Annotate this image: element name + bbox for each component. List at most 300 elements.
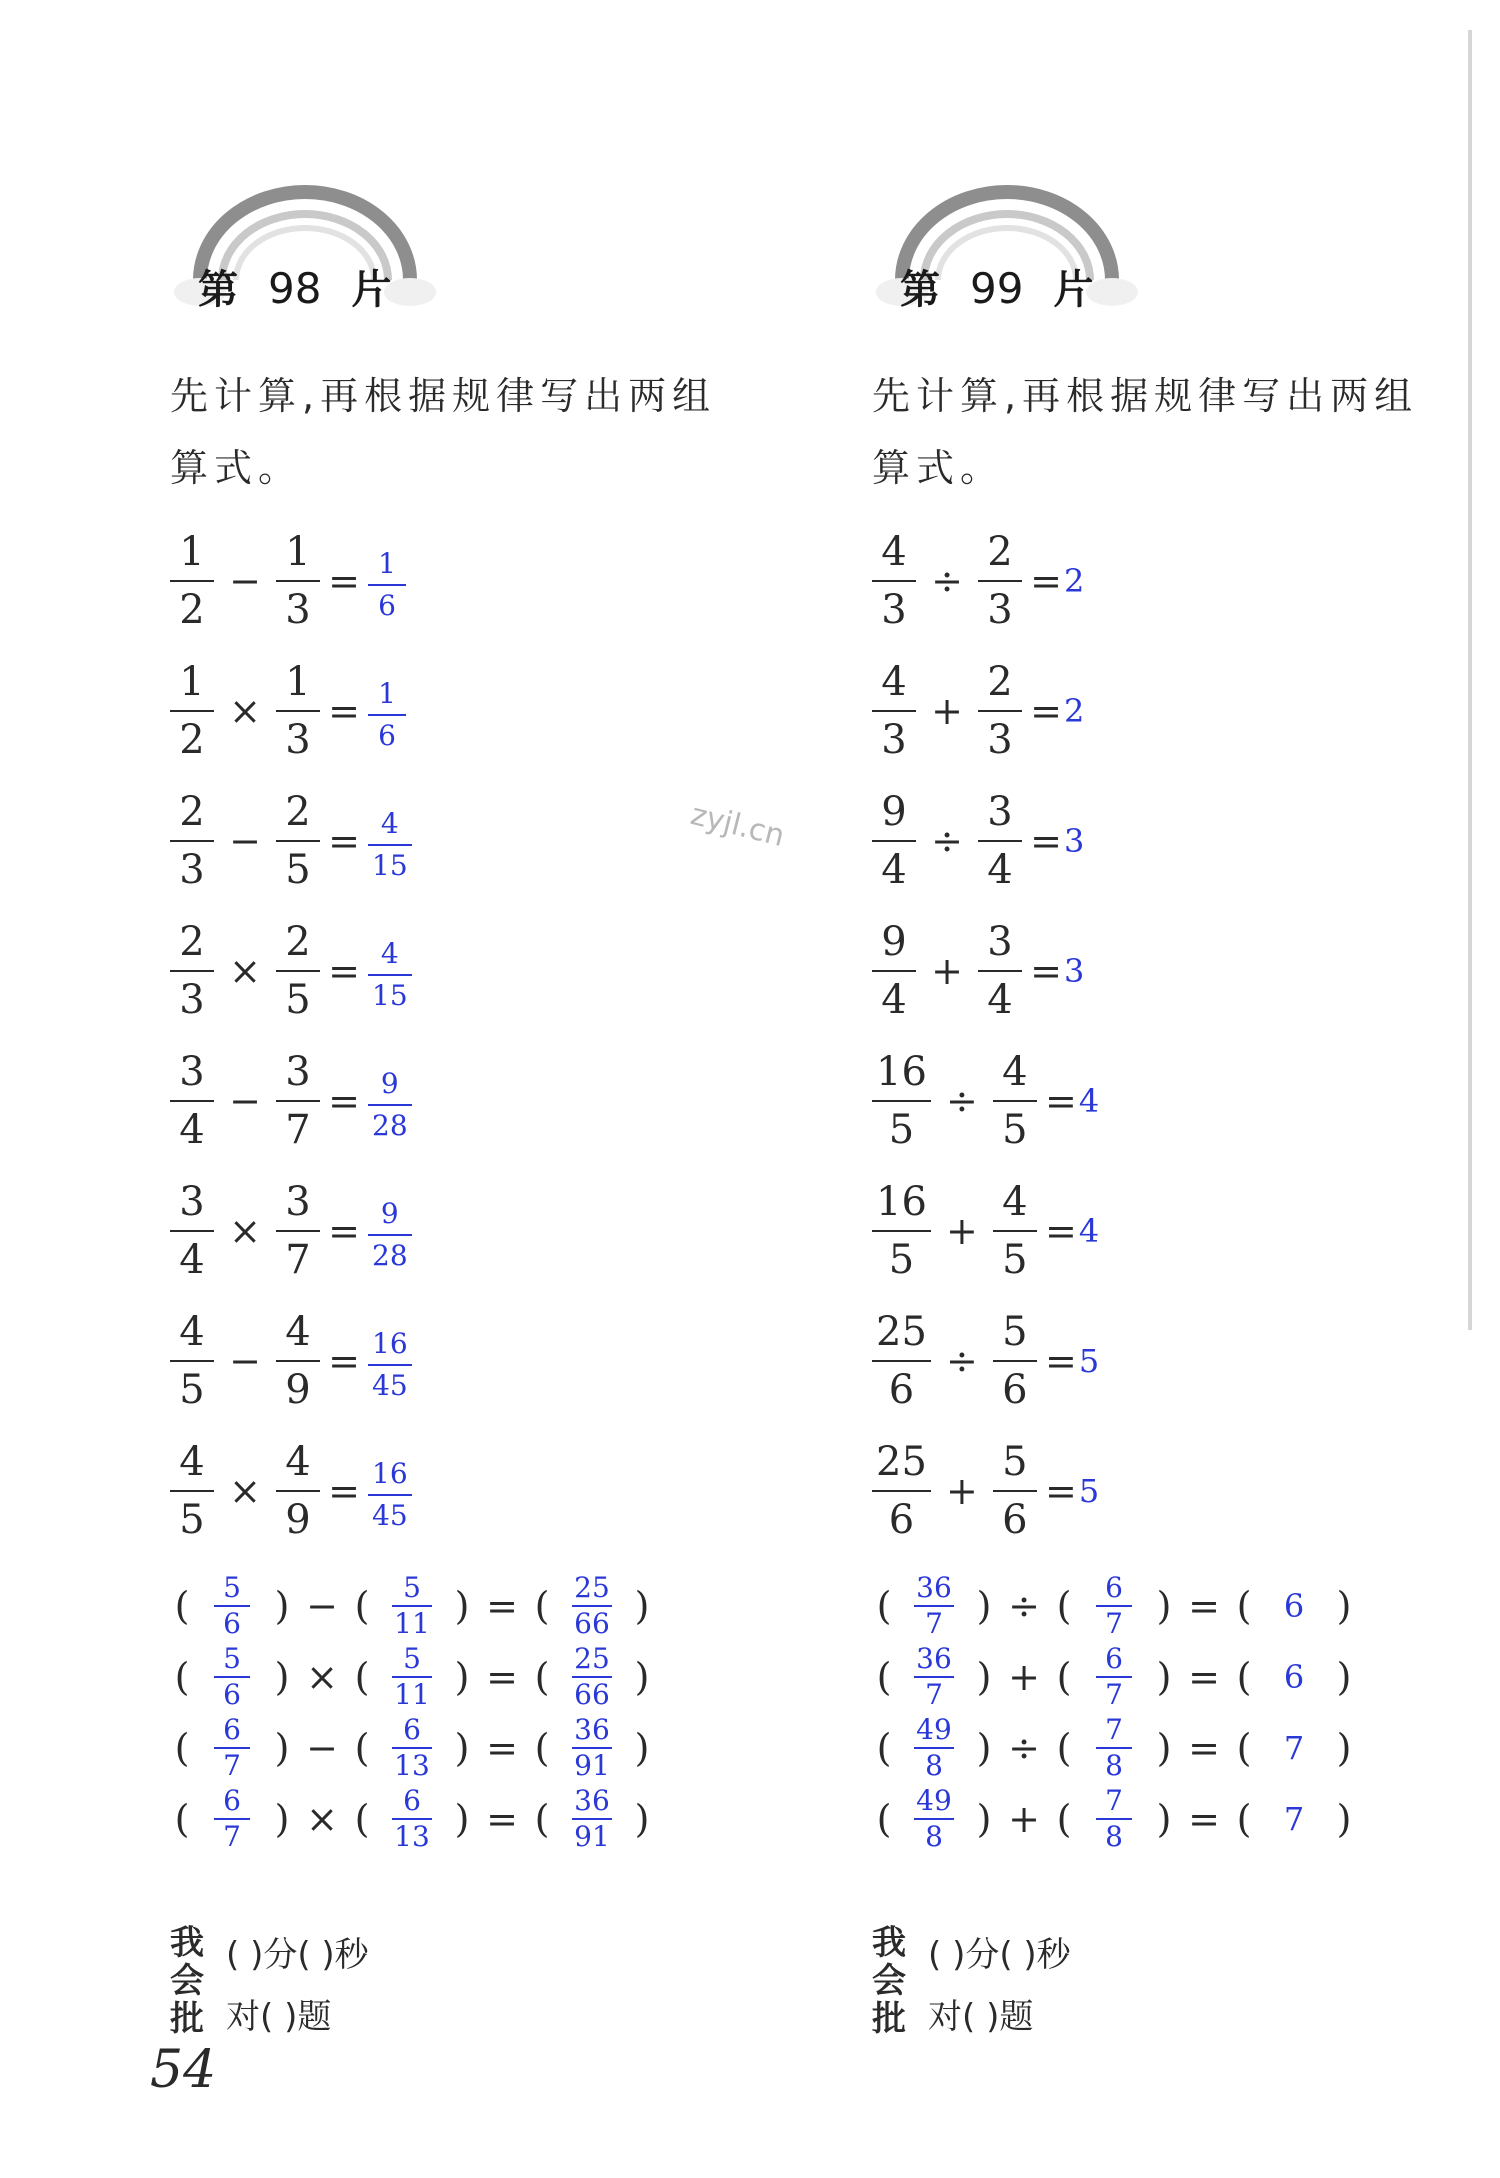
answer: 5 <box>1078 1342 1100 1380</box>
numerator: 1 <box>285 659 311 705</box>
operand-a <box>170 524 214 638</box>
blank-answer: 6 <box>1283 1657 1305 1696</box>
paren: ) <box>1156 1583 1172 1628</box>
paren: ( <box>876 1654 892 1699</box>
operand-b <box>993 1434 1037 1548</box>
operator: × <box>229 949 261 993</box>
operand-a <box>170 1174 214 1288</box>
denominator: 6 <box>378 718 396 752</box>
review-title-char: 批 <box>170 1999 204 2039</box>
denominator: 8 <box>1105 1819 1123 1853</box>
numerator: 4 <box>881 659 907 705</box>
paren: ( <box>534 1583 550 1628</box>
numerator: 4 <box>1002 1179 1028 1225</box>
answer-fraction <box>368 1454 412 1536</box>
operator: ÷ <box>945 1339 978 1383</box>
denominator: 3 <box>987 587 1013 633</box>
paren: ( <box>1236 1583 1252 1628</box>
operand-a <box>170 784 214 898</box>
blank-a <box>194 1642 270 1712</box>
answer <box>368 1187 412 1276</box>
answer: 4 <box>1078 1082 1100 1120</box>
numerator: 1 <box>378 546 396 580</box>
answer <box>368 1317 412 1406</box>
equals-sign: = <box>1044 1209 1077 1253</box>
denominator: 5 <box>285 847 311 893</box>
answer: 4 <box>1078 1212 1100 1250</box>
blank-row <box>170 1570 770 1641</box>
numerator: 4 <box>285 1439 311 1485</box>
paren: ( <box>534 1725 550 1770</box>
blank-b <box>1076 1713 1152 1783</box>
equation-row <box>170 1166 770 1296</box>
review-title <box>170 1924 220 2048</box>
equals-sign: = <box>486 1654 518 1699</box>
blank-answer: 7 <box>1283 1728 1305 1767</box>
review-title-char: 会 <box>170 1961 204 2001</box>
denominator: 9 <box>285 1497 311 1543</box>
equation-row <box>872 906 1472 1036</box>
equation-row <box>170 1296 770 1426</box>
blank-a <box>194 1571 270 1641</box>
blank-answer-fraction <box>572 1713 612 1783</box>
numerator: 5 <box>403 1641 421 1675</box>
equation-row <box>872 1296 1472 1426</box>
operand-a <box>170 1304 214 1418</box>
operator: + <box>1008 1796 1040 1841</box>
denominator: 9 <box>285 1367 311 1413</box>
numerator: 6 <box>223 1712 241 1746</box>
operand-a <box>872 784 916 898</box>
numerator: 25 <box>876 1439 927 1485</box>
numerator: 6 <box>403 1712 421 1746</box>
answer: 3 <box>1064 952 1085 990</box>
equals-sign: = <box>1044 1469 1077 1513</box>
operator: − <box>229 559 261 603</box>
paren: ) <box>274 1583 290 1628</box>
numerator: 2 <box>987 659 1013 705</box>
paren: ( <box>174 1583 190 1628</box>
numerator: 2 <box>179 919 205 965</box>
denominator: 4 <box>881 977 907 1023</box>
denominator: 6 <box>888 1367 915 1413</box>
denominator: 5 <box>179 1367 205 1413</box>
operator: × <box>229 1209 261 1253</box>
equals-sign: = <box>486 1796 518 1841</box>
equals-sign: = <box>1044 1079 1077 1123</box>
numerator: 5 <box>1002 1439 1028 1485</box>
paren: ) <box>634 1725 650 1770</box>
equation-row <box>170 776 770 906</box>
blank-a-fraction <box>214 1784 250 1854</box>
operator: − <box>306 1725 338 1770</box>
denominator: 7 <box>223 1748 241 1782</box>
instruction <box>872 360 1472 504</box>
blank-answer <box>554 1713 630 1783</box>
answer: 5 <box>1078 1472 1100 1510</box>
blank-a <box>896 1571 972 1641</box>
numerator: 3 <box>285 1049 311 1095</box>
paren: ( <box>876 1796 892 1841</box>
answer-fraction <box>368 1324 412 1406</box>
paren: ( <box>174 1725 190 1770</box>
operator: ÷ <box>931 559 963 603</box>
operand-b <box>978 524 1022 638</box>
blank-row <box>170 1783 770 1854</box>
numerator: 25 <box>574 1641 610 1675</box>
section-number: 99 <box>970 264 1024 313</box>
equals-sign: = <box>486 1583 518 1628</box>
operator: × <box>306 1654 338 1699</box>
paren: ) <box>634 1796 650 1841</box>
denominator: 5 <box>1002 1237 1028 1283</box>
paren: ) <box>976 1796 992 1841</box>
paren: ( <box>1056 1654 1072 1699</box>
denominator: 11 <box>394 1677 430 1711</box>
operator: × <box>306 1796 338 1841</box>
operand-a <box>170 654 214 768</box>
numerator: 9 <box>380 1066 399 1100</box>
paren: ( <box>354 1583 370 1628</box>
denominator: 5 <box>888 1237 915 1283</box>
operand-a <box>872 914 916 1028</box>
equals-sign: = <box>328 1469 360 1513</box>
numerator: 2 <box>987 529 1013 575</box>
numerator: 3 <box>987 789 1013 835</box>
review-title <box>872 1924 922 2048</box>
operator: ÷ <box>931 819 963 863</box>
section-99 <box>872 180 1472 2048</box>
blank-b <box>374 1642 450 1712</box>
blank-b <box>374 1713 450 1783</box>
denominator: 3 <box>987 717 1013 763</box>
operand-b <box>978 654 1022 768</box>
numerator: 16 <box>876 1049 927 1095</box>
paren: ( <box>354 1725 370 1770</box>
answer-fraction <box>368 1194 412 1276</box>
blank-a-fraction <box>914 1571 954 1641</box>
operator: − <box>229 819 261 863</box>
paren: ( <box>1236 1796 1252 1841</box>
blank-a-fraction <box>214 1642 250 1712</box>
denominator: 3 <box>881 587 907 633</box>
numerator: 5 <box>223 1570 241 1604</box>
answer: 2 <box>1064 562 1085 600</box>
denominator: 66 <box>574 1677 610 1711</box>
denominator: 2 <box>179 717 205 763</box>
denominator: 13 <box>394 1748 430 1782</box>
numerator: 3 <box>987 919 1013 965</box>
numerator: 16 <box>372 1456 408 1490</box>
paren: ) <box>454 1725 470 1770</box>
numerator: 36 <box>574 1783 610 1817</box>
numerator: 7 <box>1105 1783 1123 1817</box>
denominator: 6 <box>1002 1497 1028 1543</box>
numerator: 1 <box>179 529 205 575</box>
denominator: 4 <box>881 847 907 893</box>
blank-b <box>374 1571 450 1641</box>
review-title-char: 我 <box>872 1923 906 1963</box>
denominator: 7 <box>1105 1606 1123 1640</box>
equation-row <box>170 906 770 1036</box>
blank-row <box>872 1641 1472 1712</box>
operator: + <box>945 1209 978 1253</box>
review-title-char: 批 <box>872 1999 906 2039</box>
operand-a <box>872 1304 931 1418</box>
page-number: 54 <box>150 2040 217 2100</box>
blank-b-fraction <box>1096 1571 1132 1641</box>
blank-row <box>170 1641 770 1712</box>
operator: × <box>229 689 261 733</box>
blank-b <box>1076 1784 1152 1854</box>
denominator: 7 <box>925 1606 943 1640</box>
paren: ( <box>534 1796 550 1841</box>
operand-b <box>276 1044 320 1158</box>
numerator: 36 <box>574 1712 610 1746</box>
blank-row <box>872 1570 1472 1641</box>
operand-b <box>276 1174 320 1288</box>
paren: ) <box>1156 1725 1172 1770</box>
denominator: 45 <box>372 1498 408 1532</box>
paren: ) <box>454 1654 470 1699</box>
instruction <box>170 360 770 504</box>
equation-list <box>872 516 1472 1556</box>
blank-row <box>872 1712 1472 1783</box>
answer: 2 <box>1064 692 1085 730</box>
denominator: 15 <box>372 848 408 882</box>
paren: ( <box>354 1654 370 1699</box>
numerator: 4 <box>1002 1049 1028 1095</box>
equals-sign: = <box>328 689 360 733</box>
answer <box>368 1057 412 1146</box>
answer-fraction <box>368 544 406 626</box>
operator: + <box>931 949 963 993</box>
blank-a-fraction <box>214 1571 250 1641</box>
paren: ( <box>1056 1796 1072 1841</box>
equation-row <box>872 646 1472 776</box>
paren: ) <box>634 1583 650 1628</box>
blank-b-fraction <box>392 1571 432 1641</box>
denominator: 91 <box>574 1819 610 1853</box>
equals-sign: = <box>328 1209 360 1253</box>
answer <box>368 797 412 886</box>
blank-a-fraction <box>914 1784 954 1854</box>
operand-b <box>993 1304 1037 1418</box>
operator: × <box>229 1469 261 1513</box>
denominator: 7 <box>285 1237 311 1283</box>
operator: ÷ <box>1008 1583 1040 1628</box>
blank-answer-fraction <box>572 1784 612 1854</box>
blank-answer-fraction <box>572 1571 612 1641</box>
operand-b <box>276 1434 320 1548</box>
denominator: 45 <box>372 1368 408 1402</box>
blank-b-fraction <box>392 1642 432 1712</box>
equals-sign: = <box>1188 1796 1220 1841</box>
equation-row <box>170 516 770 646</box>
paren: ( <box>876 1725 892 1770</box>
denominator: 7 <box>223 1819 241 1853</box>
numerator: 36 <box>916 1570 952 1604</box>
denominator: 7 <box>925 1677 943 1711</box>
paren: ) <box>274 1654 290 1699</box>
equation-row <box>872 516 1472 646</box>
blank-row <box>872 1783 1472 1854</box>
paren: ) <box>1336 1796 1352 1841</box>
equation-row <box>872 1426 1472 1556</box>
paren: ) <box>274 1796 290 1841</box>
denominator: 6 <box>223 1606 241 1640</box>
numerator: 1 <box>378 676 396 710</box>
denominator: 3 <box>285 717 311 763</box>
denominator: 6 <box>1002 1367 1028 1413</box>
operand-a <box>872 524 916 638</box>
paren: ( <box>876 1583 892 1628</box>
operator: − <box>229 1079 261 1123</box>
paren: ) <box>454 1796 470 1841</box>
denominator: 3 <box>285 587 311 633</box>
numerator: 5 <box>1002 1309 1028 1355</box>
pattern-blanks <box>872 1570 1472 1854</box>
answer-fraction <box>368 934 412 1016</box>
denominator: 28 <box>372 1238 408 1272</box>
denominator: 8 <box>925 1748 943 1782</box>
correct-line: 对( )题 <box>928 1997 1034 2037</box>
answer <box>368 1447 412 1536</box>
denominator: 7 <box>285 1107 311 1153</box>
denominator: 5 <box>179 1497 205 1543</box>
section-number: 98 <box>268 264 322 313</box>
operator: + <box>931 689 963 733</box>
operand-b <box>978 784 1022 898</box>
section-label-post: 片 <box>351 267 392 313</box>
equation-row <box>170 646 770 776</box>
numerator: 3 <box>285 1179 311 1225</box>
equation-row <box>170 1426 770 1556</box>
numerator: 6 <box>1105 1570 1123 1604</box>
operand-a <box>872 654 916 768</box>
denominator: 5 <box>1002 1107 1028 1153</box>
answer: 3 <box>1064 822 1085 860</box>
numerator: 9 <box>881 919 907 965</box>
operand-a <box>170 1434 214 1548</box>
operand-b <box>276 524 320 638</box>
equals-sign: = <box>1188 1654 1220 1699</box>
denominator: 7 <box>1105 1677 1123 1711</box>
numerator: 2 <box>285 919 311 965</box>
section-label-pre: 第 <box>198 267 238 313</box>
operand-b <box>276 654 320 768</box>
answer <box>368 927 412 1016</box>
denominator: 4 <box>987 847 1013 893</box>
paren: ) <box>634 1654 650 1699</box>
denominator: 5 <box>888 1107 915 1153</box>
numerator: 9 <box>881 789 907 835</box>
paren: ( <box>174 1796 190 1841</box>
operand-b <box>978 914 1022 1028</box>
paren: ) <box>1336 1583 1352 1628</box>
numerator: 1 <box>285 529 311 575</box>
numerator: 4 <box>881 529 907 575</box>
numerator: 16 <box>372 1326 408 1360</box>
equation-row <box>170 1036 770 1166</box>
paren: ( <box>534 1654 550 1699</box>
blank-answer: 7 <box>1283 1799 1305 1838</box>
numerator: 3 <box>179 1179 205 1225</box>
denominator: 66 <box>574 1606 610 1640</box>
blank-b-fraction <box>1096 1642 1132 1712</box>
blank-answer <box>554 1642 630 1712</box>
numerator: 7 <box>1105 1712 1123 1746</box>
numerator: 1 <box>179 659 205 705</box>
blank-b <box>1076 1571 1152 1641</box>
denominator: 2 <box>179 587 205 633</box>
equals-sign: = <box>328 559 360 603</box>
section-badge <box>170 180 440 330</box>
equals-sign: = <box>1030 689 1062 733</box>
denominator: 4 <box>179 1237 205 1283</box>
blank-b-fraction <box>1096 1784 1132 1854</box>
paren: ) <box>976 1654 992 1699</box>
blank-a <box>194 1713 270 1783</box>
paren: ( <box>1236 1654 1252 1699</box>
blank-b-fraction <box>392 1713 432 1783</box>
time-line: ( )分( )秒 <box>928 1935 1071 1975</box>
denominator: 5 <box>285 977 311 1023</box>
blank-row <box>170 1712 770 1783</box>
paren: ) <box>454 1583 470 1628</box>
equals-sign: = <box>486 1725 518 1770</box>
numerator: 4 <box>179 1439 205 1485</box>
operand-b <box>993 1174 1037 1288</box>
denominator: 8 <box>925 1819 943 1853</box>
operand-a <box>872 1044 931 1158</box>
correct-line: 对( )题 <box>226 1997 332 2037</box>
answer-fraction <box>368 804 412 886</box>
instruction-line-2: 算式。 <box>872 446 1005 490</box>
instruction-line-1: 先计算,再根据规律写出两组 <box>170 374 717 418</box>
numerator: 9 <box>380 1196 399 1230</box>
paren: ) <box>976 1583 992 1628</box>
numerator: 6 <box>223 1783 241 1817</box>
operand-b <box>276 914 320 1028</box>
blank-a <box>896 1642 972 1712</box>
instruction-line-2: 算式。 <box>170 446 303 490</box>
denominator: 4 <box>987 977 1013 1023</box>
review-title-char: 我 <box>170 1923 204 1963</box>
operand-a <box>170 1044 214 1158</box>
equals-sign: = <box>1030 559 1062 603</box>
paren: ) <box>1156 1654 1172 1699</box>
instruction-line-1: 先计算,再根据规律写出两组 <box>872 374 1419 418</box>
blank-answer <box>554 1571 630 1641</box>
equals-sign: = <box>328 1339 360 1383</box>
answer <box>368 537 406 626</box>
operator: − <box>229 1339 261 1383</box>
paren: ( <box>1236 1725 1252 1770</box>
paren: ( <box>1056 1583 1072 1628</box>
denominator: 6 <box>888 1497 915 1543</box>
denominator: 91 <box>574 1748 610 1782</box>
numerator: 25 <box>876 1309 927 1355</box>
section-label-post: 片 <box>1053 267 1094 313</box>
section-badge <box>872 180 1142 330</box>
blank-a <box>896 1784 972 1854</box>
equals-sign: = <box>328 1079 360 1123</box>
paren: ) <box>274 1725 290 1770</box>
operand-b <box>276 784 320 898</box>
blank-a-fraction <box>914 1642 954 1712</box>
review-title-char: 会 <box>872 1961 906 2001</box>
